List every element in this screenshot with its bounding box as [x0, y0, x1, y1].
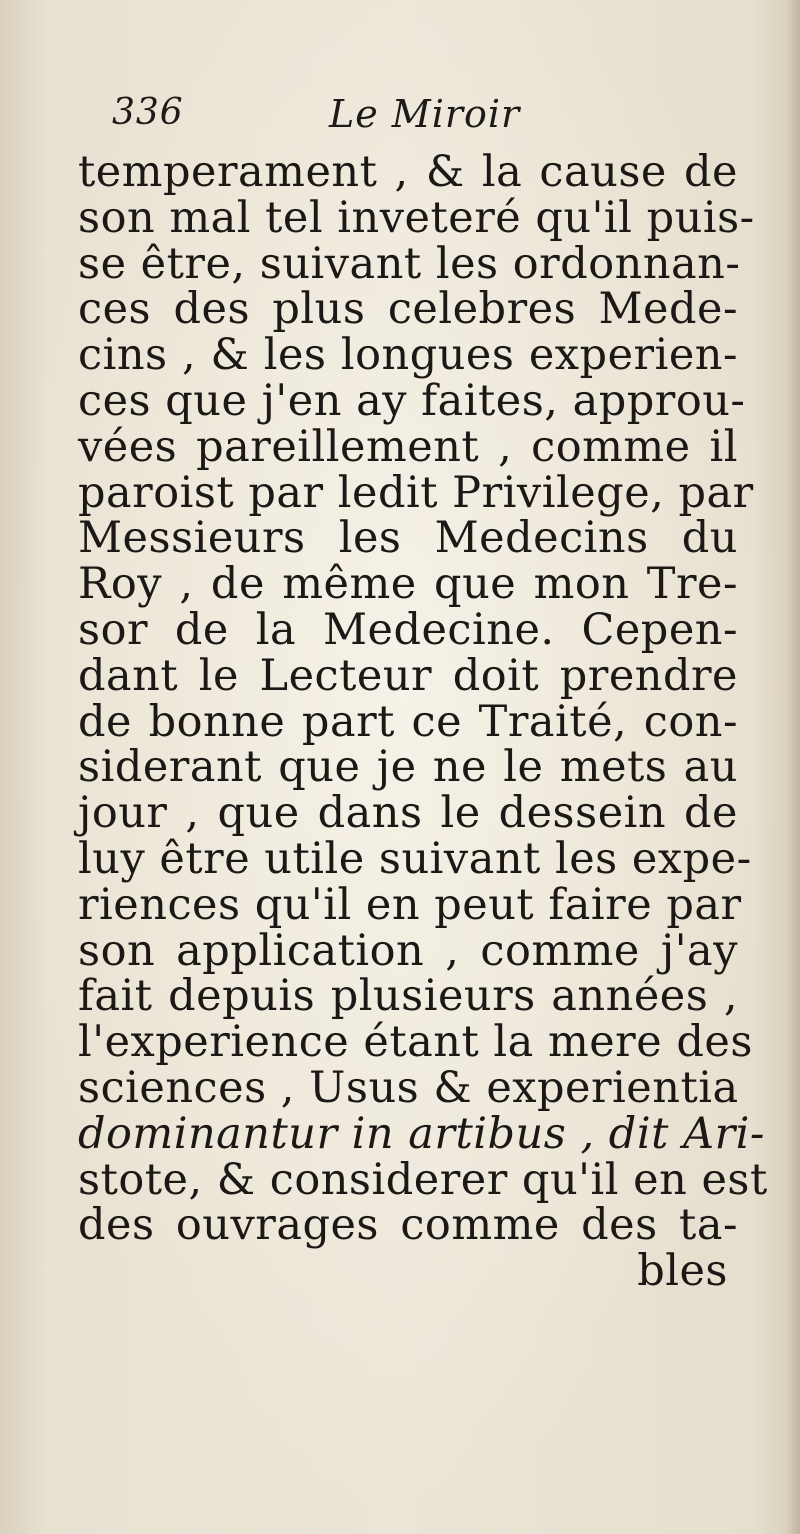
running-title: Le Miroir [329, 92, 521, 136]
text-line: des ouvrages comme des ta- [78, 1200, 738, 1251]
text-line: Messieurs les Medecins du [78, 513, 738, 564]
text-line-latin-quote: dominantur in artibus , dit Ari- [78, 1108, 765, 1159]
text-line: Roy , de même que mon Tre- [78, 559, 738, 610]
text-line: son application , comme j'ay [78, 925, 738, 976]
body-text [78, 147, 768, 1297]
text-line: riences qu'il en peut faire par [78, 879, 742, 930]
text-line: paroist par ledit Privilege, par [78, 467, 754, 518]
text-line: cins , & les longues experien- [78, 330, 738, 381]
text-line: sor de la Medecine. Cepen- [78, 604, 738, 655]
text-line: luy être utile suivant les expe- [78, 833, 752, 884]
text-line: l'experience étant la mere des [78, 1017, 753, 1068]
text-line-final: bles [637, 1246, 728, 1297]
page-edge-shadow [786, 0, 800, 1534]
text-line: sciences , Usus & experientia [78, 1062, 739, 1113]
text-line: son mal tel inveteré qu'il puis- [78, 192, 755, 243]
text-line: vées pareillement , comme il [78, 421, 738, 472]
text-line: temperament , & la cause de [78, 147, 738, 197]
text-line: siderant que je ne le mets au [78, 742, 738, 793]
page-number: 336 [112, 92, 184, 133]
text-line: fait depuis plusieurs années , [78, 971, 738, 1022]
text-line: se être, suivant les ordonnan- [78, 238, 741, 289]
text-line: de bonne part ce Traité, con- [78, 696, 738, 747]
text-line: dant le Lecteur doit prendre [78, 650, 738, 701]
text-line: stote, & considerer qu'il en est [78, 1154, 768, 1205]
page-header [112, 92, 732, 142]
text-line: ces des plus celebres Mede- [78, 284, 738, 335]
text-line: jour , que dans le dessein de [78, 788, 738, 839]
text-line: ces que j'en ay faites, approu- [78, 375, 746, 426]
